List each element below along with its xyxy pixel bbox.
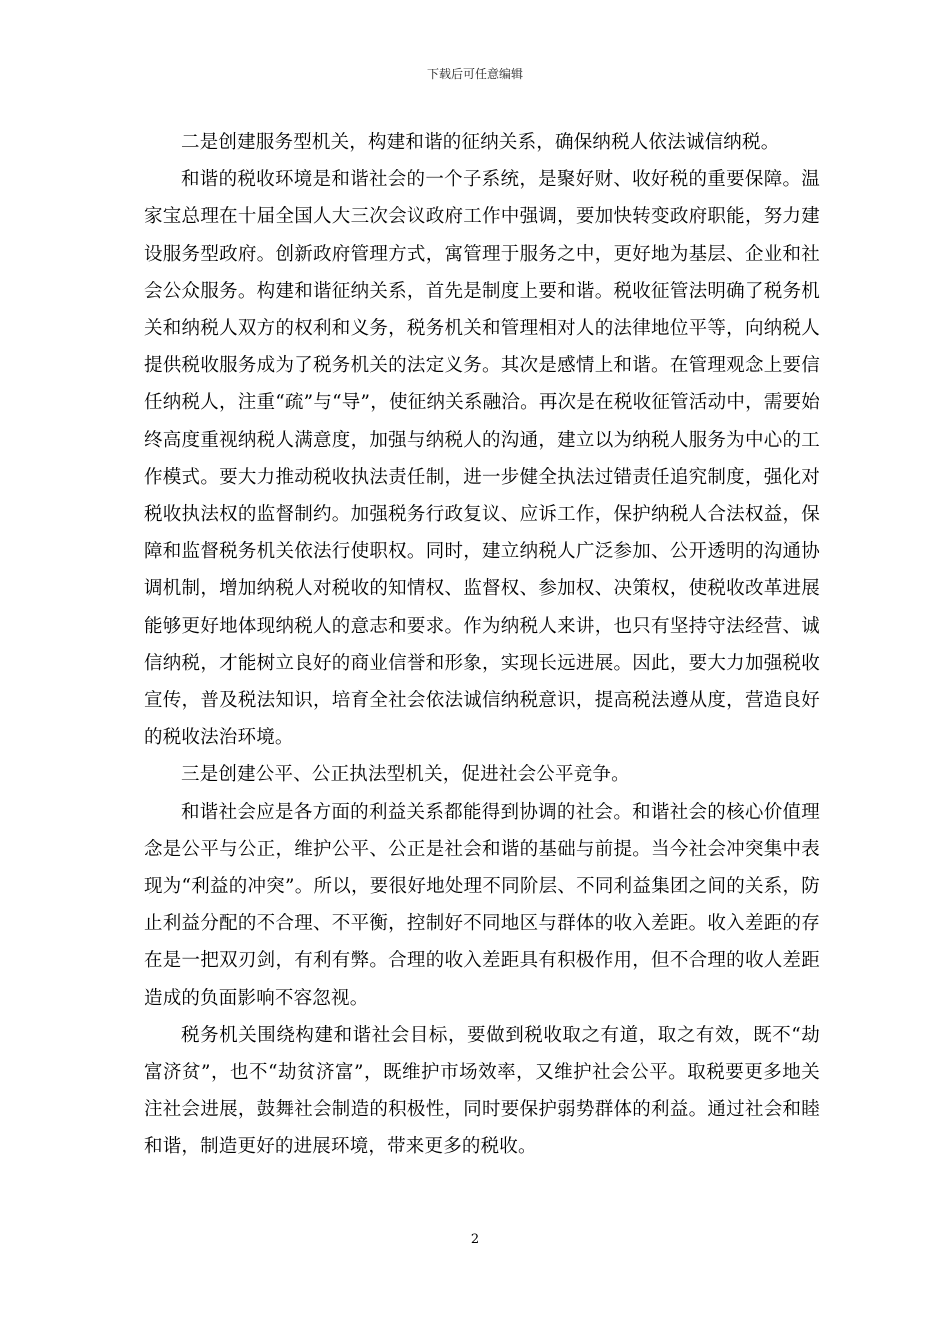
paragraph-3: 三是创建公平、公正执法型机关，促进社会公平竞争。 [181,764,630,786]
paragraph-1: 二是创建服务型机关，构建和谐的征纳关系，确保纳税人依法诚信纳税。 [181,132,780,153]
paragraph-2: 和谐的税收环境是和谐社会的一个子系统，是聚好财、收好税的重要保障。温家宝总理在十届全国人大三次会议政府工作中强调，要加快转变政府职能，努力建设服务型政府。创新政府管理方式，寓管理于服务之中，更好地为基层、企业和社会公众服务。构建和谐征纳关系，首先是制度上要和谐。税收征管法明确了税务机关和纳税人双方的权利和义务，税务机关和管理相对人的法律地位平等，向纳税人提供税收服务成为了税务机关的法定义务。其次是感情上和谐。在管理观念上要信任纳税人，注重“疏”与“导”，使征纳关系融洽。再次是在税收征管活动中，需要始终高度重视纳税人满意度，加强与纳税人的沟通，建立以为纳税人服务为中心的工作模式。要大力推动税收执法责任制，进一步健全执法过错责任追究制度，强化对税收执法权的监督制约。加强税务行政复议、应诉工作，保护纳税人合法权益，保障和监督税务机关依法行使职权。同时，建立纳税人广泛参加、公开透明的沟通协调机制，增加纳税人对税收的知情权、监督权、参加权、决策权，使税收改革进展能够更好地体现纳税人的意志和要求。作为纳税人来讲，也只有坚持守法经营、诚信纳税，才能树立良好的商业信誉和形象，实现长远进展。因此，要大力加强税收宣传，普及税法知识，培育全社会依法诚信纳税意识，提高税法遵从度，营造良好的税收法治环境。 [144,169,820,749]
paragraph-4: 和谐社会应是各方面的利益关系都能得到协调的社会。和谐社会的核心价值理念是公平与公正，维护公平、公正是社会和谐的基础与前提。当今社会冲突集中表现为“利益的冲突”。所以，要很好地处理不同阶层、不同利益集团之间的关系，防止利益分配的不合理、不平衡，控制好不同地区与群体的收入差距。收入差距的存在是一把双刃剑，有利有弊。合理的收入差距具有积极作用，但不合理的收人差距造成的负面影响不容忽视。 [144,801,820,1009]
paragraph-5: 税务机关围绕构建和谐社会目标，要做到税收取之有道，取之有效，既不“劫富济贫”，也不“劫贫济富”，既维护市场效率，又维护社会公平。取税要更多地关注社会进展，鼓舞社会制造的积极性，同时要保护弱势群体的利益。通过社会和睦和谐，制造更好的进展环境，带来更多的税收。 [144,1024,820,1158]
page-number: 2 [470,1232,480,1247]
document-body [144,124,820,1166]
page-header: 下载后可任意编辑 [426,67,523,81]
